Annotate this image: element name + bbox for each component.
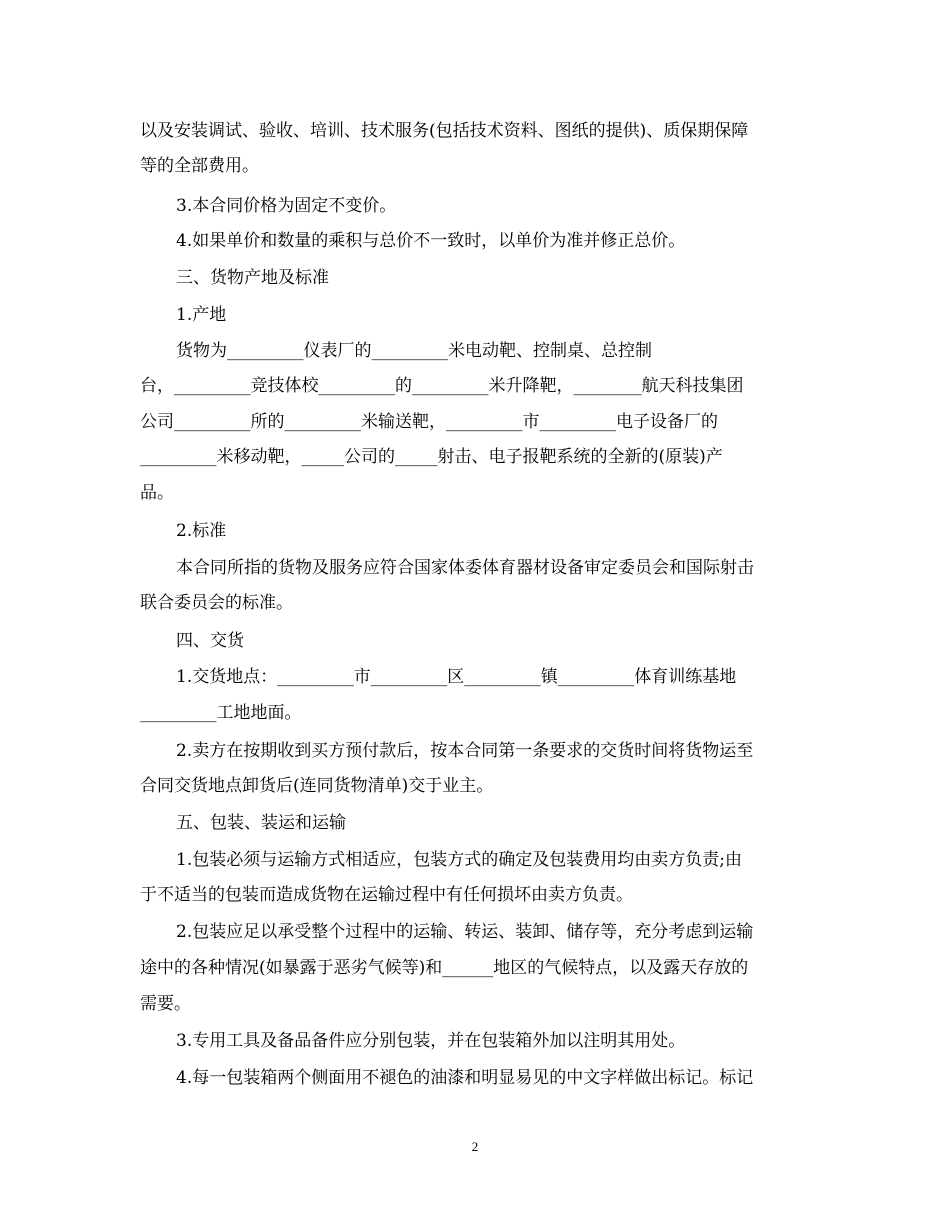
- text-line: 途中的各种情况(如暴露于恶劣气候等)和______地区的气候特点，以及露天存放的: [140, 958, 749, 978]
- text-line: 货物为_________仪表厂的_________米电动靶、控制桌、总控制: [176, 341, 652, 361]
- text-line: _________米移动靶，_____公司的_____射击、电子报靶系统的全新的(原装)产: [140, 447, 723, 467]
- text-line: 联合委员会的标准。: [140, 593, 293, 613]
- text-line: 3.专用工具及备品备件应分别包装，并在包装箱外加以注明其用处。: [176, 1031, 686, 1051]
- text-line: _________工地地面。: [140, 703, 302, 723]
- text-line: 需要。: [140, 994, 191, 1014]
- text-line: 品。: [140, 483, 174, 503]
- text-line: 等的全部费用。: [140, 156, 259, 176]
- text-line: 于不适当的包装而造成货物在运输过程中有任何损坏由卖方负责。: [140, 885, 633, 905]
- text-line: 台，_________竞技体校_________的_________米升降靶，________航天科技集团: [140, 376, 744, 396]
- subsection-heading: 2.标准: [176, 521, 227, 541]
- text-line: 4.每一包装箱两个侧面用不褪色的油漆和明显易见的中文字样做出标记。标记: [176, 1068, 754, 1088]
- text-line: 2.卖方在按期收到买方预付款后，按本合同第一条要求的交货时间将货物运至: [176, 741, 754, 761]
- text-line: 本合同所指的货物及服务应符合国家体委体育器材设备审定委员会和国际射击: [176, 558, 754, 578]
- subsection-heading: 1.产地: [176, 305, 227, 325]
- section-heading: 三、货物产地及标准: [176, 268, 329, 288]
- text-line: 3.本合同价格为固定不变价。: [176, 196, 397, 216]
- text-line: 公司_________所的_________米输送靶，_________市_________电子设备厂的: [140, 412, 718, 432]
- page-number: 2: [471, 1139, 479, 1154]
- text-line: 以及安装调试、验收、培训、技术服务(包括技术资料、图纸的提供)、质保期保障: [140, 121, 749, 141]
- text-line: 2.包装应足以承受整个过程中的运输、转运、装卸、储存等，充分考虑到运输: [176, 922, 754, 942]
- text-line: 合同交货地点卸货后(连同货物清单)交于业主。: [140, 776, 494, 796]
- section-heading: 四、交货: [176, 631, 244, 651]
- text-line: 1.交货地点：_________市_________区_________镇_________体育训练基地: [176, 667, 737, 687]
- text-line: 4.如果单价和数量的乘积与总价不一致时，以单价为准并修正总价。: [176, 231, 686, 251]
- section-heading: 五、包装、装运和运输: [176, 813, 346, 833]
- text-line: 1.包装必须与运输方式相适应，包装方式的确定及包装费用均由卖方负责;由: [176, 850, 742, 870]
